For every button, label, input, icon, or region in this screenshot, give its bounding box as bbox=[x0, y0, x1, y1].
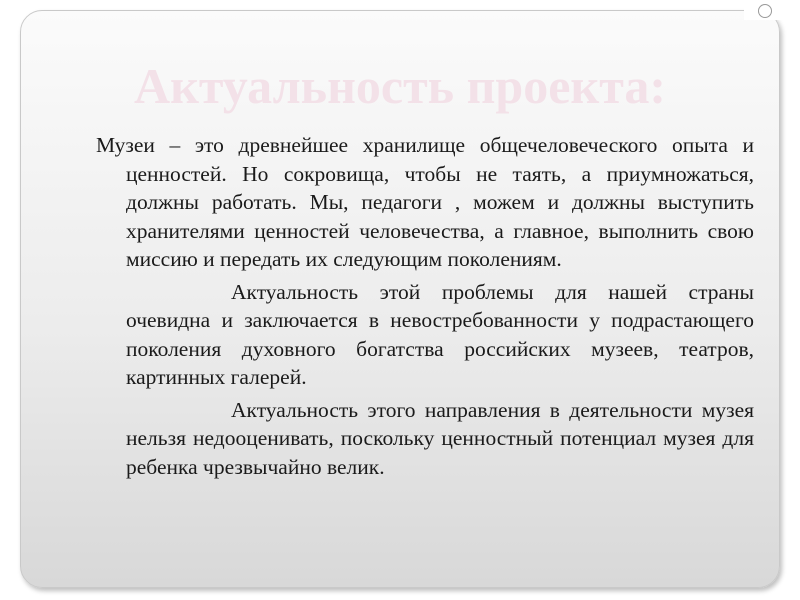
slide-body bbox=[96, 131, 754, 481]
paragraph-museums: Музеи – это древнейшее хранилище общечеловеческого опыта и ценностей. Но сокровища, чтобы не таять, а приумножаться, должны работать. Мы, педагоги , можем и должны выступить хранителями ценностей человечества, а главное, выполнить свою миссию и передать их следующим поколениям. bbox=[96, 133, 754, 271]
corner-circle-ornament bbox=[744, 0, 786, 20]
slide-title: Актуальность проекта: bbox=[133, 58, 667, 114]
paragraph-relevance-direction: Актуальность этого направления в деятельности музея нельзя недооценивать, поскольку ценностный потенциал музея для ребенка чрезвычайно велик. bbox=[126, 397, 754, 479]
paragraph-relevance-problem: Актуальность этой проблемы для нашей страны очевидна и заключается в невостребованности у подрастающего поколения духовного богатства российских музеев, театров, картинных галерей. bbox=[126, 279, 754, 389]
